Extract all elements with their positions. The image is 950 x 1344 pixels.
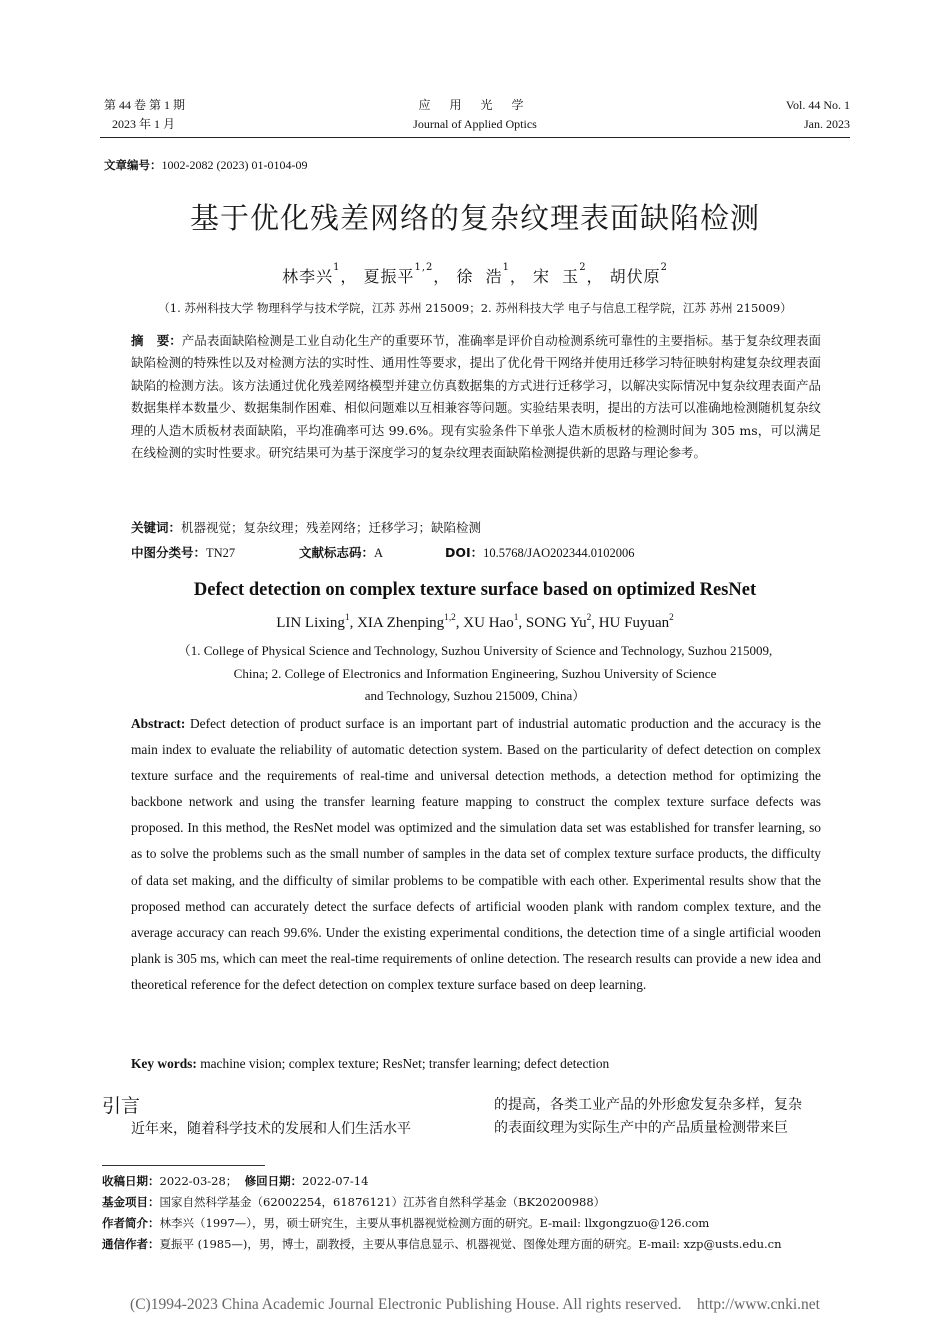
author-en: XIA Zhenping$^{1,2}$, — [357, 613, 464, 631]
footnote-author: 作者简介：林李兴（1997—），男，硕士研究生，主要从事机器视觉检测方面的研究。E-mail: llxgongzuo@126.com — [102, 1216, 710, 1230]
author-cn: 徐 浩$^1$， — [456, 262, 527, 286]
keywords-cn-text: 机器视觉；复杂纹理；残差网络；迁移学习；缺陷检测 — [181, 520, 482, 535]
author-cn: 夏振平$^{1,2}$， — [363, 262, 451, 286]
abstract-cn — [131, 330, 821, 464]
abstract-cn-text: 产品表面缺陷检测是工业自动化生产的重要环节，准确率是评价自动检测系统可靠性的主要指标。基于复杂纹理表面缺陷检测的特殊性以及对检测方法的实时性、通用性等要求，提出了优化骨干网络并使用迁移学习特征映射构建复杂纹理表面缺陷的检测方法。该方法通过优化残差网络模型并建立仿真数据集的方式进行迁移学习，以解决实际情况中复杂纹理表面产品数据集样本数量少、数据集制作困难、相似问题难以互相兼容等问题。实验结果表明，提出的方法可以准确地检测随机复杂纹理的人造木质板材表面缺陷，平均准确率可达 99.6%。现有实验条件下单张人造木质板材的检测时间为 305 ms，可以满足在线检测的实时性要求。研究结果可为基于深度学习的复杂纹理表面缺陷检测提供新的思路与理论参考。 — [131, 333, 821, 461]
affiliation-en-line: China; 2. College of Electronics and Information Engineering, Suzhou University of Science — [233, 665, 717, 681]
header-date-cn: 2023 年 1 月 — [112, 117, 176, 131]
abstract-en-text: Defect detection of product surface is an important part of industrial automatic production and the accuracy is the main index to evaluate the reliability of automatic detection system. Based on the particularity of defect detection on complex texture surface and the requirements of real-time and universal detection methods, a detection method for optimizing the backbone network and using the transfer learning feature mapping to construct the complex texture surface defects was proposed. In this method, the ResNet model was optimized and the simulation data set was established for transfer learning, so as to solve the problems such as the small number of samples in the data set of complex texture surface products, the difficulty of data set making, and the difficulty of similar problems to be compatible with each other. Experimental results show that the proposed method can accurately detect the surface defects of artificial wooden plank with random complex texture, and the average accuracy can reach 99.6%. Under the existing experimental conditions, the detection time of a single artificial wooden plank is 305 ms, which can meet the real-time requirements of online detection. The research results can provide a new idea and theoretical reference for the defect detection on complex texture surface based on deep learning. — [131, 716, 821, 992]
intro-left-column: 近年来，随着科学技术的发展和人们生活水平 — [131, 1121, 411, 1137]
title-cn: 基于优化残差网络的复杂纹理表面缺陷检测 — [189, 201, 760, 235]
header-journal-cn: 应 用 光 学 — [418, 98, 532, 112]
intro-right-line: 的提高，各类工业产品的外形愈发复杂多样，复杂 — [494, 1097, 802, 1113]
footnote-corresponding: 通信作者：夏振平 (1985—)，男，博士，副教授，主要从事信息显示、机器视觉、图像处理方面的研究。E-mail: xzp@usts.edu.cn — [102, 1237, 782, 1251]
article-number-label: 文章编号： — [104, 158, 162, 172]
header-date-en: Jan. 2023 — [804, 117, 850, 131]
author-en: LIN Lixing$^1$, — [276, 613, 358, 631]
keywords-en-text: machine vision; complex texture; ResNet; transfer learning; defect detection — [200, 1056, 610, 1071]
author-en: HU Fuyuan$^2$ — [598, 613, 674, 631]
affiliation-en-line: and Technology, Suzhou 215009, China） — [364, 688, 586, 703]
article-number-value: 1002-2082 (2023) 01-0104-09 — [161, 158, 308, 172]
author-cn: 宋 玉$^2$， — [533, 262, 604, 286]
intro-right-line: 的表面纹理为实际生产中的产品质量检测带来巨 — [494, 1120, 788, 1136]
title-en: Defect detection on complex texture surface based on optimized ResNet — [193, 580, 757, 600]
section-heading-intro: 引言 — [102, 1095, 141, 1117]
author-en: XU Hao$^1$, — [463, 613, 526, 631]
header-volume-issue — [104, 96, 185, 134]
keywords-cn — [131, 518, 481, 536]
abstract-en-label: Abstract: — [131, 716, 186, 731]
document-code: 文献标志码：A — [299, 545, 384, 560]
keywords-en — [131, 1056, 609, 1072]
doi: DOI：10.5768/JAO202344.0102006 — [445, 545, 635, 560]
clc-code: 中图分类号：TN27 — [131, 545, 236, 560]
keywords-en-label: Key words: — [131, 1056, 197, 1071]
abstract-en — [131, 711, 821, 998]
affiliation-en-line: （1. College of Physical Science and Technology, Suzhou University of Science and Technology, Suzhou 215009, — [177, 643, 773, 658]
authors-cn — [0, 264, 950, 287]
footnote-fund: 基金项目：国家自然科学基金（62002254，61876121）江苏省自然科学基金（BK20200988） — [102, 1195, 606, 1209]
keywords-cn-label: 关键词： — [131, 520, 182, 535]
footnote-dates: 收稿日期：2022-03-28； 修回日期：2022-07-14 — [102, 1174, 369, 1188]
copyright-line: (C)1994-2023 China Academic Journal Electronic Publishing House. All rights reserved. http://www.cnki.net — [130, 1296, 820, 1313]
abstract-cn-label: 摘 要： — [131, 333, 182, 348]
header-vol-no: Vol. 44 No. 1 — [785, 98, 850, 112]
affiliation-cn: （1. 苏州科技大学 物理科学与技术学院，江苏 苏州 215009；2. 苏州科技大学 电子与信息工程学院，江苏 苏州 215009） — [158, 301, 792, 315]
header-rule — [100, 137, 850, 138]
header-journal-en: Journal of Applied Optics — [413, 117, 537, 131]
footnote-rule — [102, 1165, 265, 1166]
article-number — [104, 157, 307, 173]
author-cn: 胡伏原$^2$ — [609, 262, 668, 286]
author-en: SONG Yu$^2$, — [525, 613, 599, 631]
intro-right-column — [494, 1094, 850, 1140]
header-journal — [375, 96, 575, 134]
author-cn: 林李兴$^1$， — [282, 262, 358, 286]
header-volume-en — [786, 96, 850, 134]
header-volume: 第 44 卷 第 1 期 — [104, 98, 186, 112]
authors-en — [0, 615, 950, 632]
affiliation-en — [0, 640, 950, 708]
